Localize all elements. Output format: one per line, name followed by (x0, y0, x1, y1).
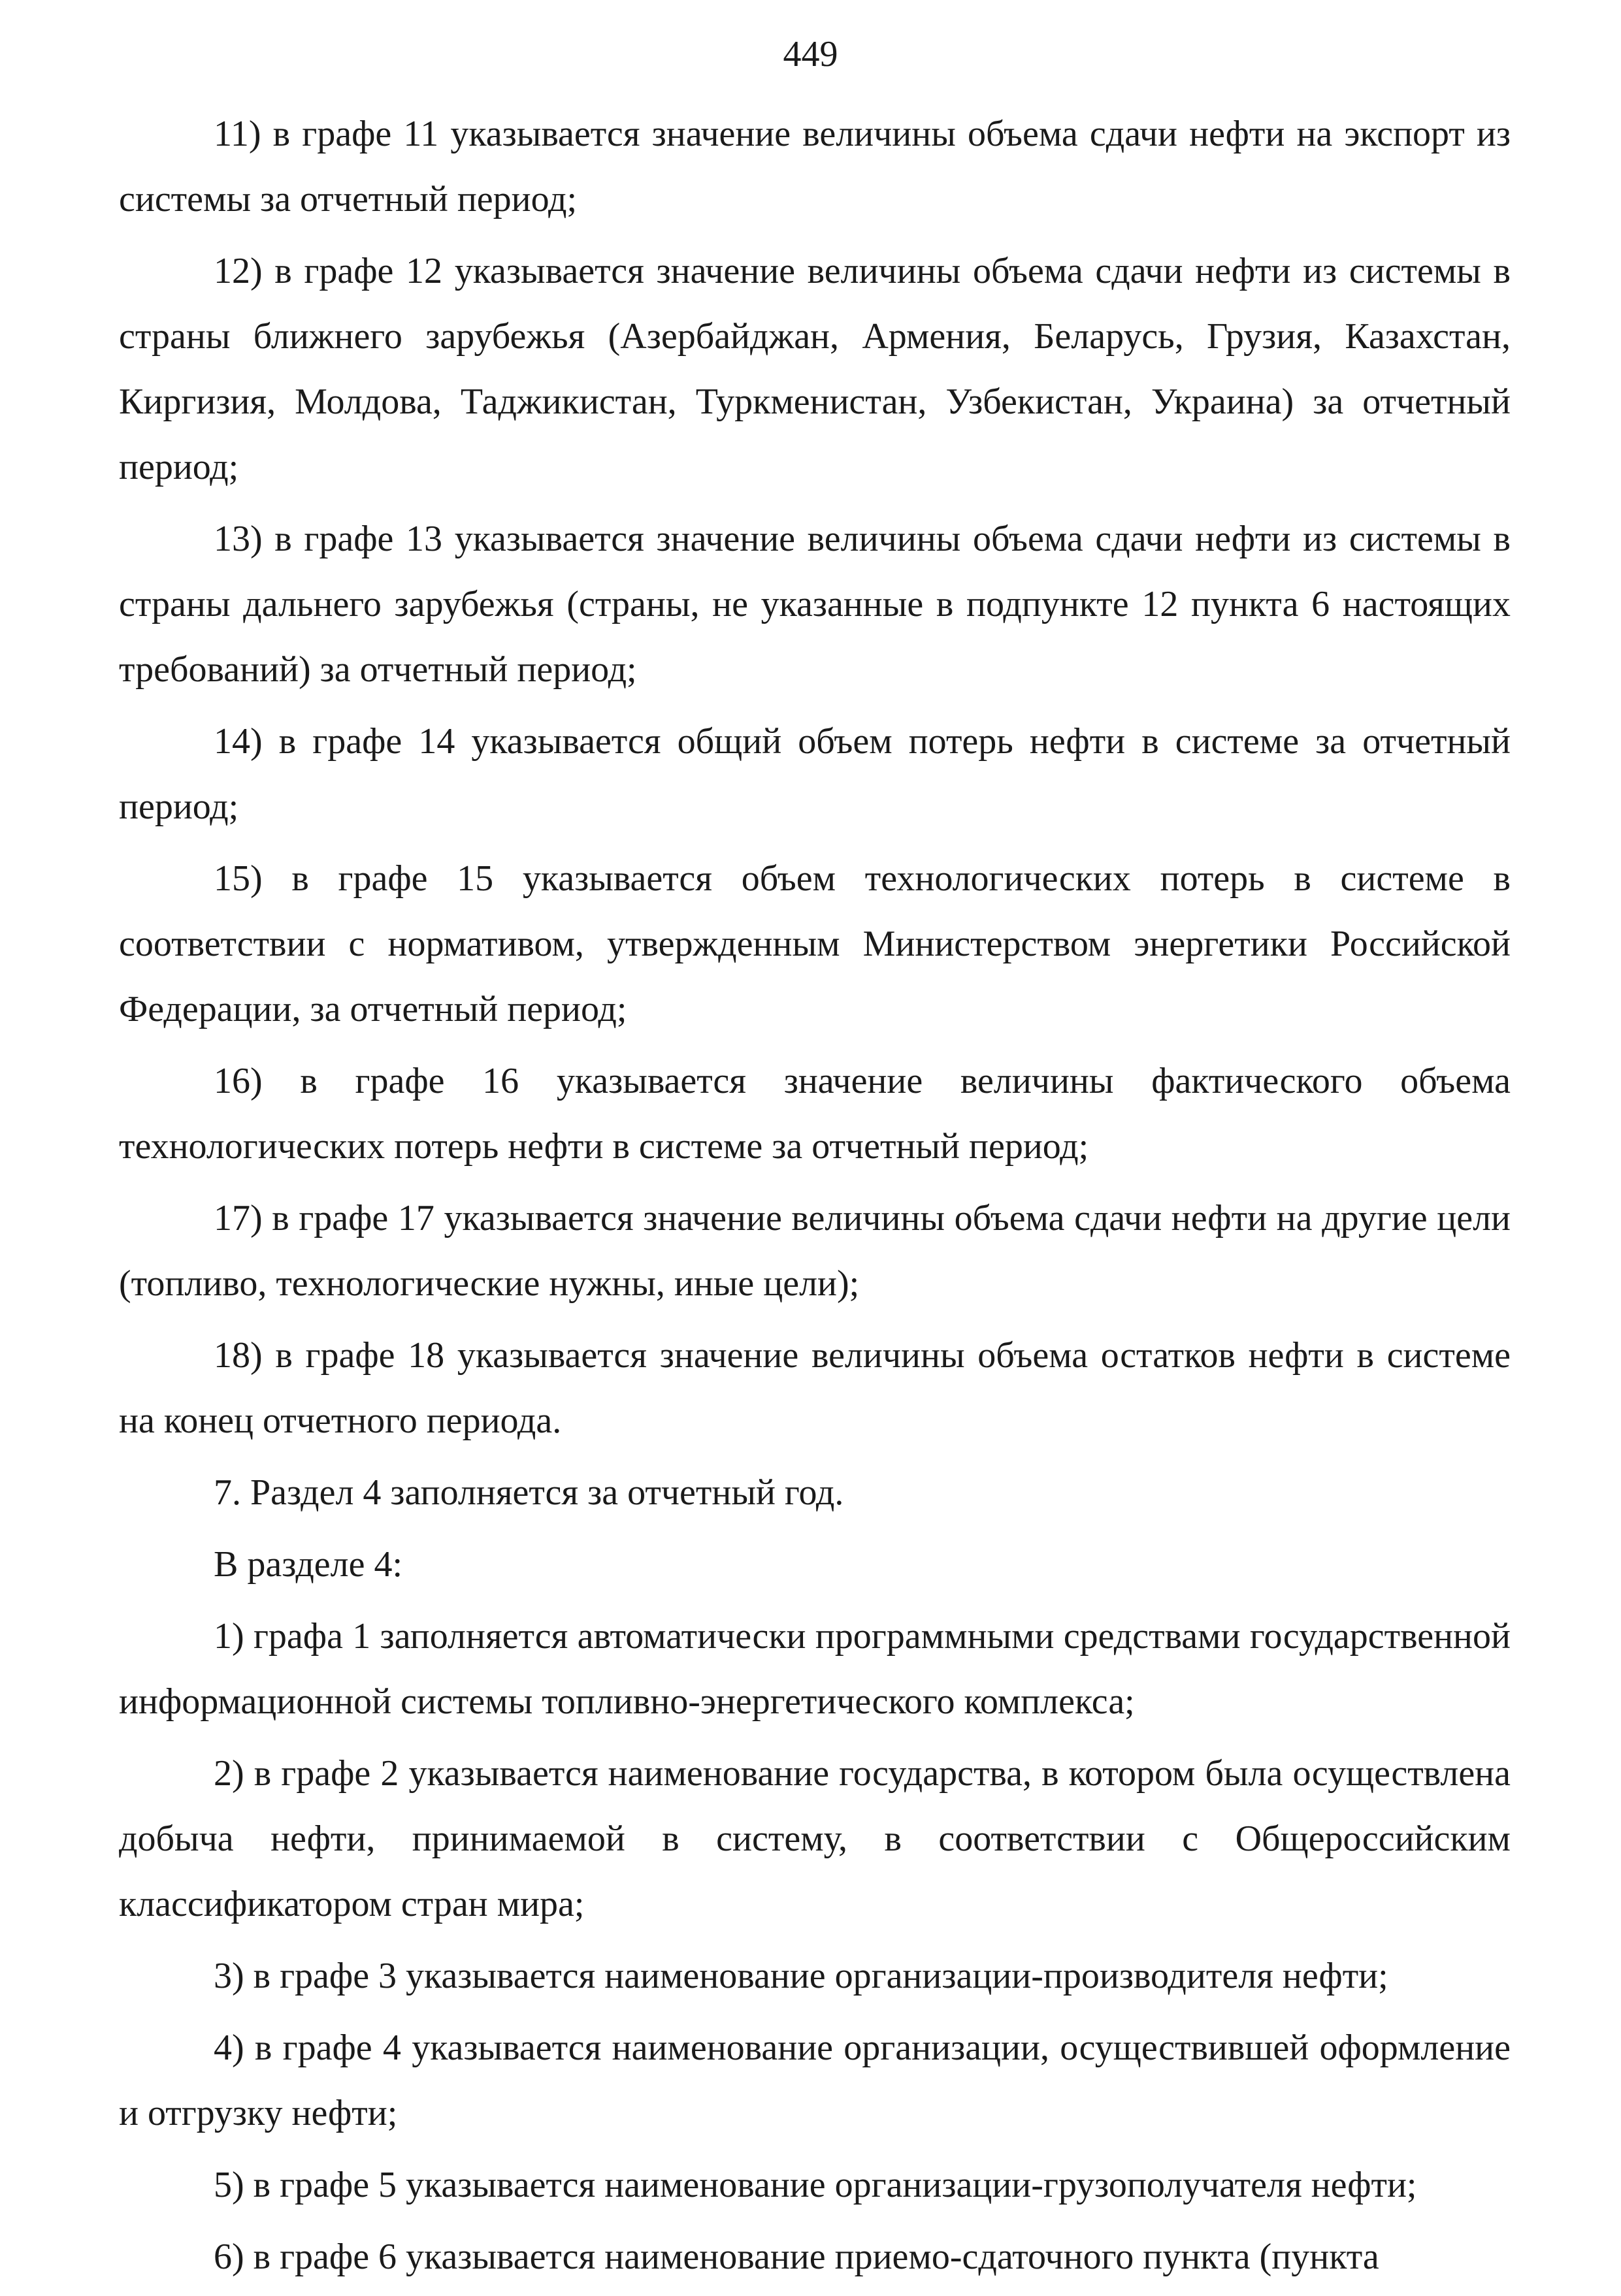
paragraph-s4-item-1: 1) графа 1 заполняется автоматически программными средствами государственной информационной системы топливно-энергетического комплекса; (119, 1616, 1511, 1722)
paragraph-s4-item-4: 4) в графе 4 указывается наименование организации, осуществившей оформление и отгрузку нефти; (119, 2028, 1511, 2133)
paragraph-section-7: 7. Раздел 4 заполняется за отчетный год. (214, 1472, 844, 1513)
paragraph-item-18: 18) в графе 18 указывается значение величины объема остатков нефти в системе на конец отчетного периода. (119, 1335, 1511, 1441)
paragraph-s4-item-3: 3) в графе 3 указывается наименование организации-производителя нефти; (214, 1956, 1388, 1996)
document-body (119, 101, 1511, 2296)
paragraph-item-16: 16) в графе 16 указывается значение величины фактического объема технологических потерь нефти в системе за отчетный период; (119, 1061, 1511, 1167)
paragraph-section-4-intro: В разделе 4: (214, 1544, 403, 1585)
paragraph-item-12: 12) в графе 12 указывается значение величины объема сдачи нефти из системы в страны ближнего зарубежья (Азербайджан, Армения, Беларусь, Грузия, Казахстан, Киргизия, Молдова, Таджикистан, Туркменистан, Узбекистан, Украина) за отчетный период; (119, 251, 1511, 487)
paragraph-item-13: 13) в графе 13 указывается значение величины объема сдачи нефти из системы в страны дальнего зарубежья (страны, не указанные в подпункте 12 пункта 6 настоящих требований) за отчетный период; (119, 519, 1511, 690)
paragraph-s4-item-6: 6) в графе 6 указывается наименование приемо-сдаточного пункта (пункта (214, 2237, 1379, 2277)
paragraph-item-17: 17) в графе 17 указывается значение величины объема сдачи нефти на другие цели (топливо, технологические нужны, иные цели); (119, 1198, 1511, 1304)
page-number: 449 (783, 34, 838, 74)
paragraph-s4-item-2: 2) в графе 2 указывается наименование государства, в котором была осуществлена добыча нефти, принимаемой в систему, в соответствии с Общероссийским классификатором стран мира; (119, 1753, 1511, 1924)
paragraph-item-14: 14) в графе 14 указывается общий объем потерь нефти в системе за отчетный период; (119, 721, 1511, 827)
paragraph-item-11: 11) в графе 11 указывается значение величины объема сдачи нефти на экспорт из системы за отчетный период; (119, 114, 1511, 219)
paragraph-s4-item-5: 5) в графе 5 указывается наименование организации-грузополучателя нефти; (214, 2165, 1417, 2205)
paragraph-item-15: 15) в графе 15 указывается объем технологических потерь в системе в соответствии с нормативом, утвержденным Министерством энергетики Российской Федерации, за отчетный период; (119, 858, 1511, 1029)
